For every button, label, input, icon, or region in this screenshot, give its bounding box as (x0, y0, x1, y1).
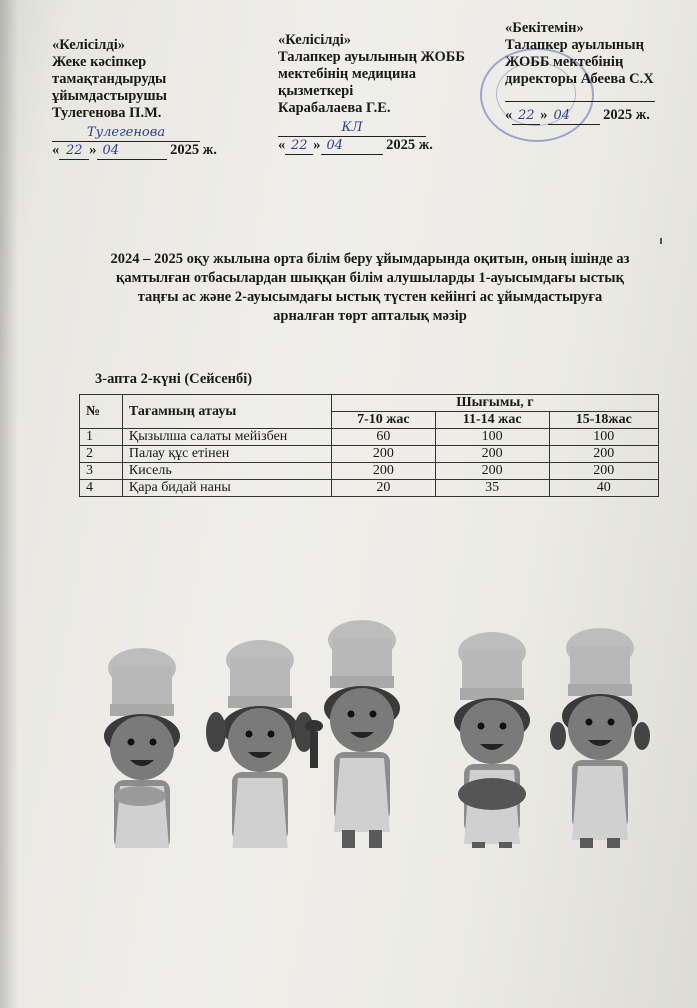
document-title (70, 250, 670, 326)
approval-heading: «Келісілді» (278, 32, 352, 48)
date-line: « 22 » 04 2025 ж. (52, 142, 217, 158)
header-number: № (80, 395, 123, 429)
table-row (80, 446, 659, 463)
portion-7-10: 20 (331, 480, 435, 497)
signature-line (505, 90, 655, 107)
portion-7-10: 60 (331, 429, 435, 446)
portion-7-10: 200 (331, 446, 435, 463)
dish-name: Кисель (122, 463, 331, 480)
handwritten-signature: Тулегенова (86, 125, 166, 140)
chef-child-4 (454, 632, 530, 848)
title-line: арналған төрт апталық мәзір (273, 308, 467, 324)
approval-line: Талапкер ауылының ЖОББ (278, 49, 465, 65)
portion-15-18: 100 (549, 429, 658, 446)
week-day-label: 3-апта 2-күні (Сейсенбі) (95, 371, 253, 387)
approval-line: Талапкер ауылының (505, 37, 644, 53)
header-output: Шығымы, г (331, 395, 658, 412)
dish-name: Қара бидай наны (122, 480, 331, 497)
chef-child-1 (104, 648, 180, 848)
margin-mark (660, 238, 662, 244)
approval-line: тамақтандыруды (52, 71, 167, 87)
chef-child-3 (305, 620, 400, 848)
chef-child-2 (206, 640, 314, 848)
approval-block-entrepreneur (52, 37, 217, 160)
handwritten-signature: КЛ (341, 120, 363, 135)
portion-15-18: 40 (549, 480, 658, 497)
portion-15-18: 200 (549, 463, 658, 480)
approval-line: мектебінің медицина (278, 66, 416, 82)
portion-11-14: 35 (435, 480, 549, 497)
date-year: 2025 ж. (386, 137, 433, 153)
date-line: « 22 » 04 2025 ж. (505, 107, 650, 123)
approval-block-medical (278, 32, 465, 155)
portion-15-18: 200 (549, 446, 658, 463)
child-chefs-illustration (90, 598, 650, 848)
date-day: 22 (290, 138, 308, 153)
approval-line: Карабалаева Г.Е. (278, 100, 391, 116)
header-dish-name: Тағамның атауы (122, 395, 331, 429)
chef-child-5 (550, 628, 650, 848)
approval-line: қызметкері (278, 83, 354, 99)
title-line: 2024 – 2025 оқу жылына орта білім беру ұйымдарында оқитын, оның ішінде аз (110, 251, 630, 267)
approval-line: Тулегенова П.М. (52, 105, 162, 121)
approval-heading: «Келісілді» (52, 37, 126, 53)
row-number: 1 (80, 429, 123, 446)
approval-line: Жеке кәсіпкер (52, 54, 147, 70)
date-day: 22 (65, 143, 83, 158)
date-year: 2025 ж. (603, 107, 650, 123)
portion-11-14: 200 (435, 446, 549, 463)
date-month: 04 (326, 138, 344, 153)
approval-heading: «Бекітемін» (505, 20, 584, 36)
approval-block-director (505, 20, 655, 125)
portion-11-14: 100 (435, 429, 549, 446)
date-day: 22 (517, 108, 535, 123)
approval-line: ұйымдастырушы (52, 88, 167, 104)
date-year: 2025 ж. (170, 142, 217, 158)
title-line: қамтылған отбасылардан шыққан білім алушыларды 1-ауысымдағы ыстық (116, 270, 624, 286)
date-month: 04 (553, 108, 571, 123)
header-age-group: 15-18жас (549, 412, 658, 429)
table-row (80, 480, 659, 497)
signature-line (278, 119, 465, 137)
menu-table (79, 394, 659, 497)
table-row (80, 463, 659, 480)
approval-line: ЖОББ мектебінің (505, 54, 624, 70)
dish-name: Палау құс етінен (122, 446, 331, 463)
row-number: 3 (80, 463, 123, 480)
header-age-group: 7-10 жас (331, 412, 435, 429)
row-number: 2 (80, 446, 123, 463)
date-month: 04 (102, 143, 120, 158)
signature-line (52, 124, 217, 142)
table-row (80, 429, 659, 446)
dish-name: Қызылша салаты мейізбен (122, 429, 331, 446)
title-line: таңғы ас және 2-ауысымдағы ыстық түстен кейінгі ас ұйымдастыруға (137, 289, 603, 305)
portion-11-14: 200 (435, 463, 549, 480)
portion-7-10: 200 (331, 463, 435, 480)
row-number: 4 (80, 480, 123, 497)
header-age-group: 11-14 жас (435, 412, 549, 429)
date-line: « 22 » 04 2025 ж. (278, 137, 433, 153)
page-edge-shadow (0, 0, 18, 1008)
approval-line: директоры Абеева С.Х (505, 71, 654, 87)
